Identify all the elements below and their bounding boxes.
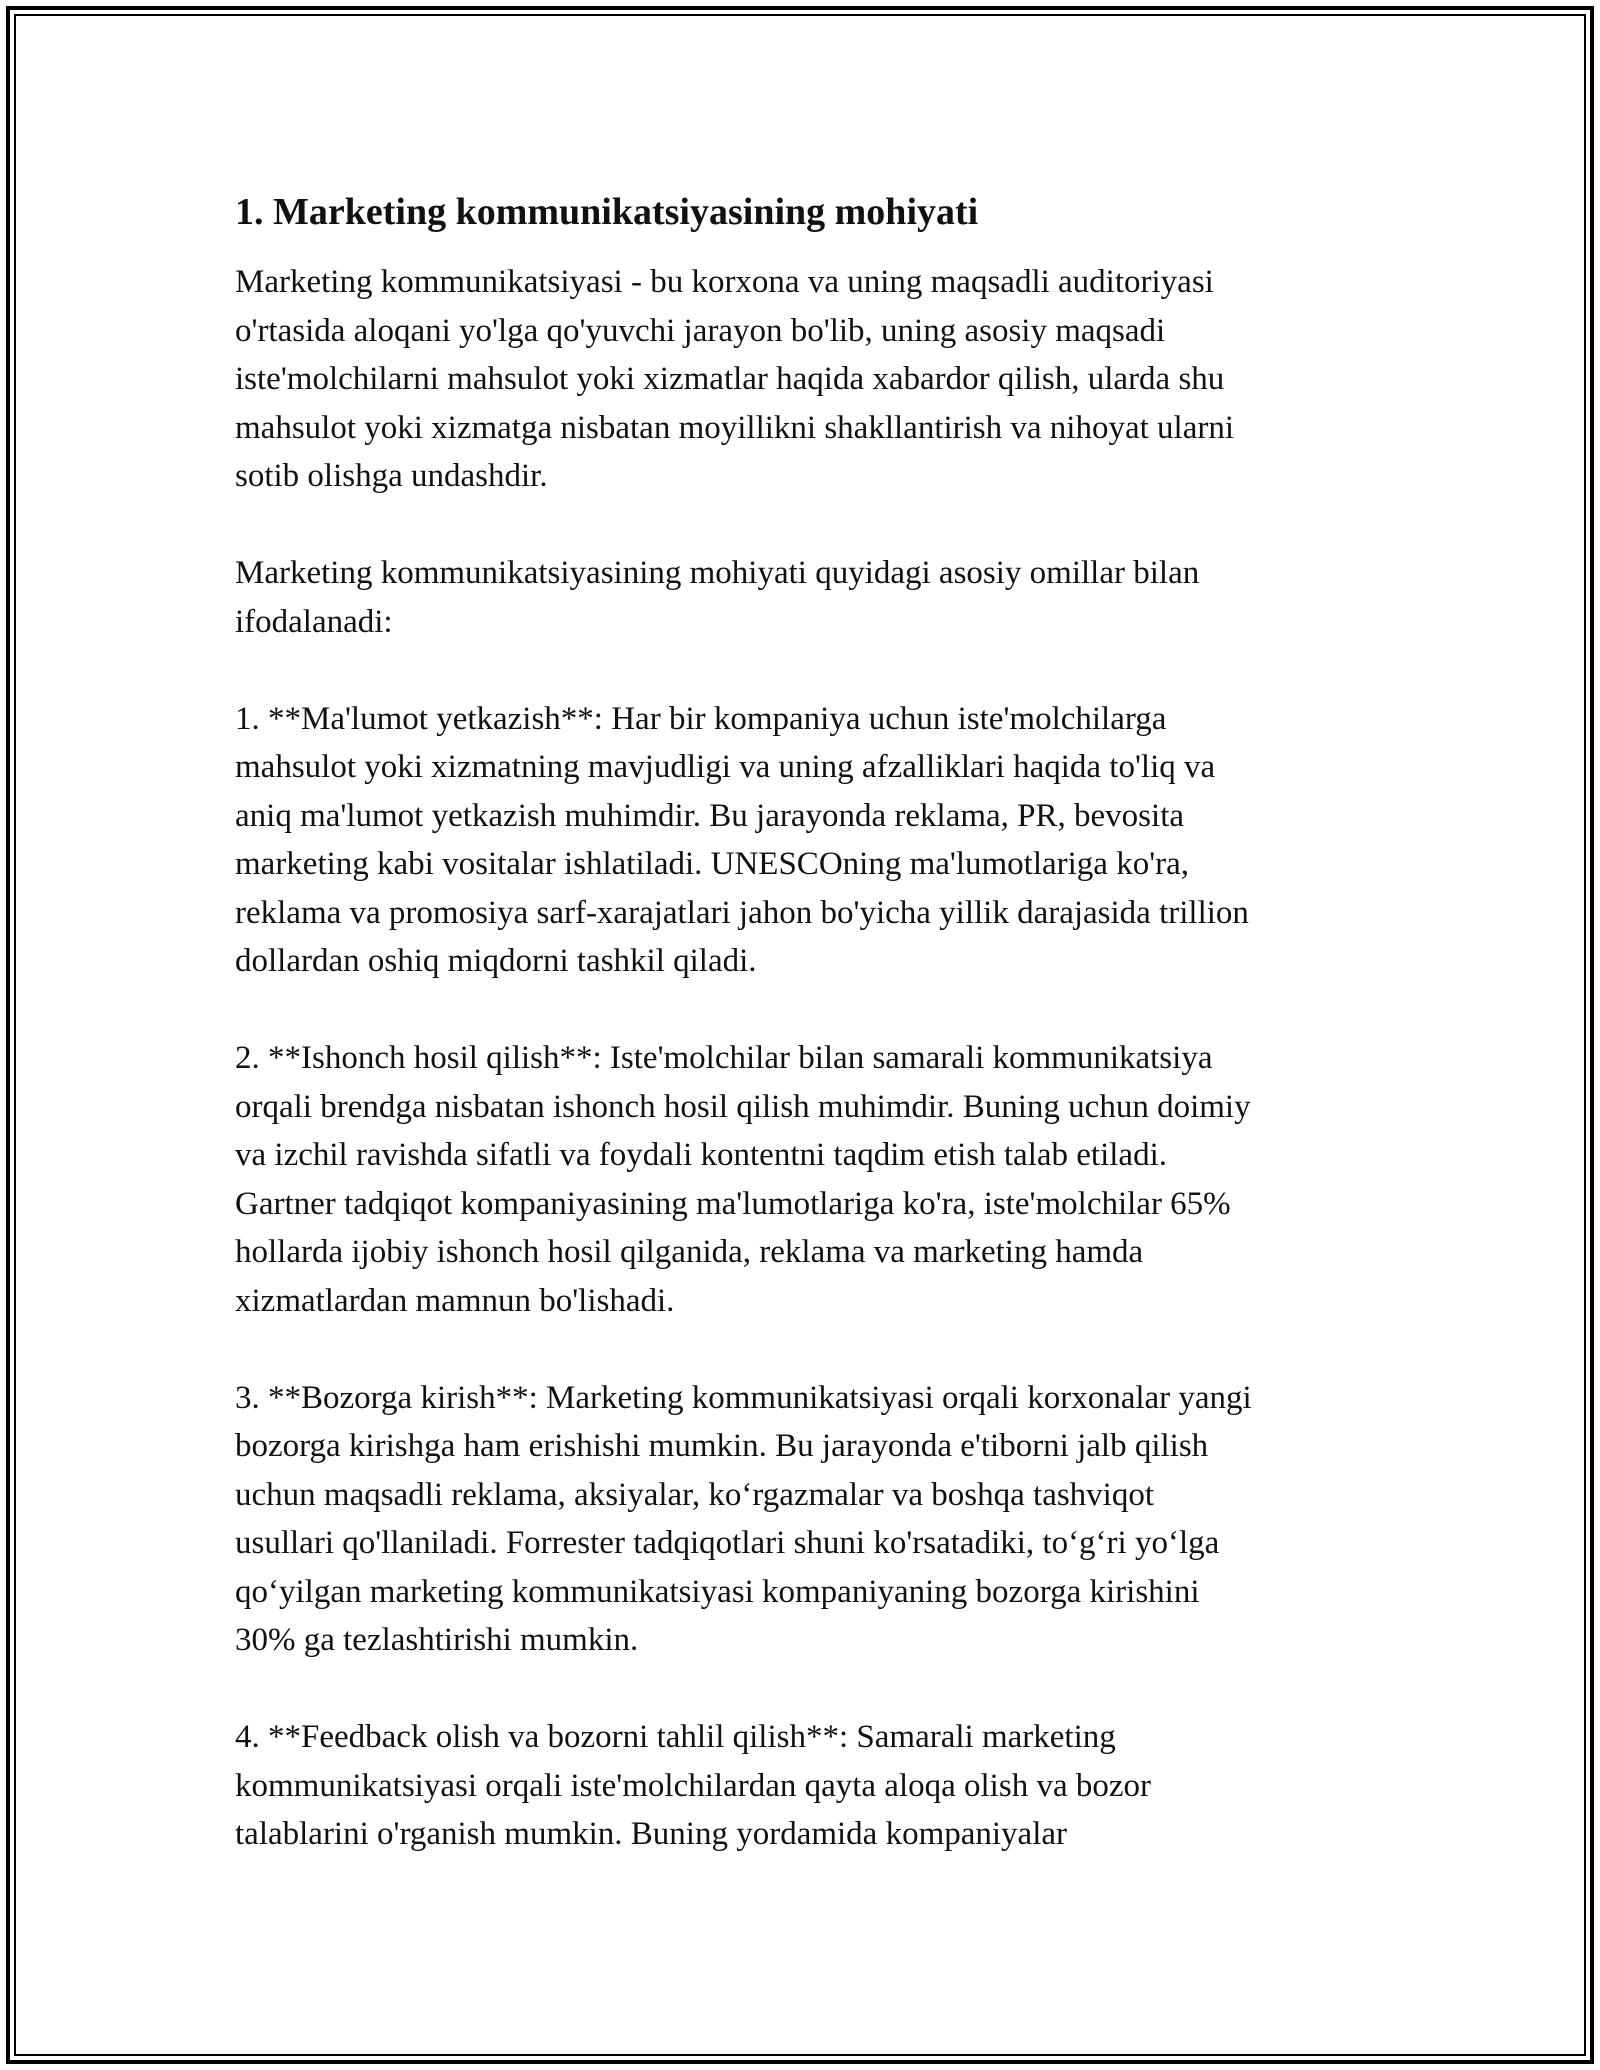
paragraph-item-1: 1. **Ma'lumot yetkazish**: Har bir kompaniya uchun iste'molchilarga mahsulot yoki xizmatning mavjudligi va uning afzalliklari haqida to'liq va aniq ma'lumot yetkazish muhimdir. Bu jarayonda reklama, PR, bevosita marketing kabi vositalar ishlatiladi. UNESCOning ma'lumotlariga ko'ra, reklama va promosiya sarf-xarajatlari jahon bo'yicha yillik darajasida trillion dollardan oshiq miqdorni tashkil qiladi. bbox=[235, 700, 1249, 979]
section-heading: 1. Marketing kommunikatsiyasining mohiyati bbox=[235, 191, 979, 233]
paragraph-factors-intro: Marketing kommunikatsiyasining mohiyati quyidagi asosiy omillar bilan ifodalanadi: bbox=[235, 555, 1200, 640]
paragraph-item-3: 3. **Bozorga kirish**: Marketing kommunikatsiyasi orqali korxonalar yangi bozorga kirishga ham erishishi mumkin. Bu jarayonda e'tiborni jalb qilish uchun maqsadli reklama, aksiyalar, ko‘rgazmalar va boshqa tashviqot usullari qo'llaniladi. Forrester tadqiqotlari shuni ko'rsatadiki, to‘g‘ri yo‘lga qo‘yilgan marketing kommunikatsiyasi kompaniyaning bozorga kirishini 30% ga tezlashtirishi mumkin. bbox=[235, 1379, 1252, 1658]
paragraph-item-2: 2. **Ishonch hosil qilish**: Iste'molchilar bilan samarali kommunikatsiya orqali brendga nisbatan ishonch hosil qilish muhimdir. Buning uchun doimiy va izchil ravishda sifatli va foydali kontentni taqdim etish talab etiladi. Gartner tadqiqot kompaniyasining ma'lumotlariga ko'ra, iste'molchilar 65% hollarda ijobiy ishonch hosil qilganida, reklama va marketing hamda xizmatlardan mamnun bo'lishadi. bbox=[235, 1040, 1251, 1319]
document-body bbox=[235, 188, 1385, 1907]
paragraph-intro: Marketing kommunikatsiyasi - bu korxona va uning maqsadli auditoriyasi o'rtasida aloqani yo'lga qo'yuvchi jarayon bo'lib, uning asosiy maqsadi iste'molchilarni mahsulot yoki xizmatlar haqida xabardor qilish, ularda shu mahsulot yoki xizmatga nisbatan moyillikni shakllantirish va nihoyat ularni sotib olishga undashdir. bbox=[235, 264, 1235, 494]
paragraph-item-4: 4. **Feedback olish va bozorni tahlil qilish**: Samarali marketing kommunikatsiyasi orqali iste'molchilardan qayta aloqa olish va bozor talablarini o'rganish mumkin. Buning yordamida kompaniyalar bbox=[235, 1719, 1151, 1852]
